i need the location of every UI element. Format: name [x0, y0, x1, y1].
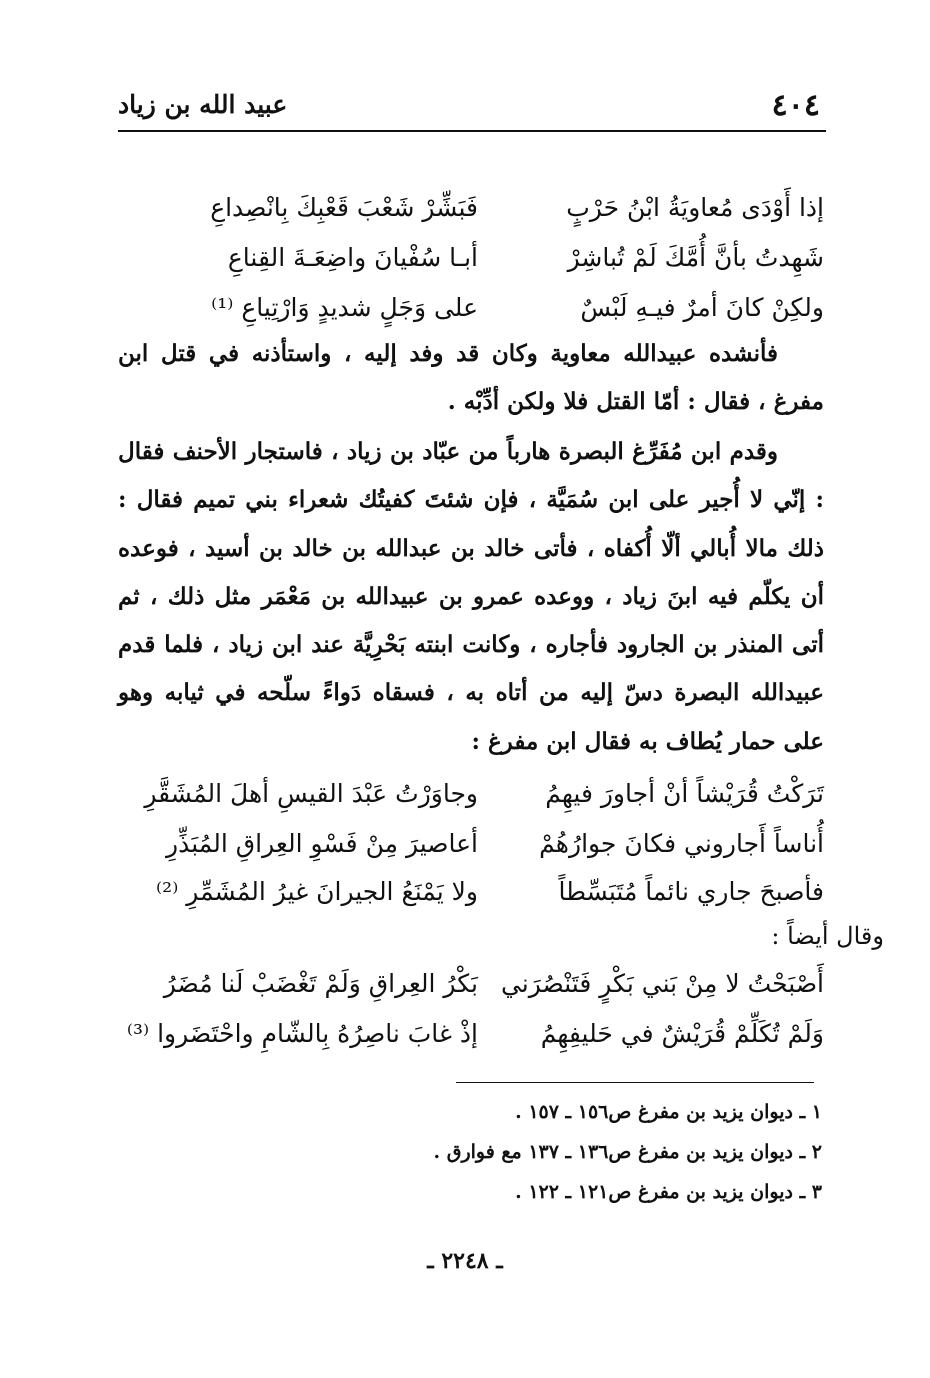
footnote-2: ٢ ـ ديوان يزيد بن مفرغ ص١٣٦ ـ ١٣٧ مع فوارق .	[433, 1141, 822, 1163]
bottom-page-number: ـ ٢٢٤٨ ـ	[427, 1248, 503, 1274]
poem3-verse-1	[118, 958, 824, 1010]
header-page-number: ٤٠٤	[771, 88, 820, 123]
hemistich-first: ولكِنْ كانَ أمرٌ فيـهِ لَبْسٌ	[580, 293, 824, 322]
paragraph-2: وقدم ابن مُفَرِّغ البصرة هارباً من عبّاد بن زياد ، فاستجار الأحنف فقال : إنّي لا أُجير على ابن سُمَيَّة ، فإن شئتَ كفيتُك شعراء بني تميم فقال : ذلك مالا أُبالي ألّا أُكفاه ، فأتى خالد بن عبدالله بن خالد بن أسيد ، فوعده أن يكلّم فيه ابنَ زياد ، ووعده عمرو بن عبيدالله بن مَعْمَر مثل ذلك ، ثم أتى المنذر بن الجارود فأجاره ، وكانت ابنته بَحْرِيَّة عند ابن زياد ، فلما قدم عبيدالله البصرة دسّ إليه من أتاه به ، فسقاه دَواءً سلّحه في ثيابه وهو على حمار يُطاف به فقال ابن مفرغ :	[118, 438, 824, 755]
poem1-verse-1	[118, 182, 824, 234]
hemistich-second: على وَجَلٍ شديدٍ وَارْتِياعِ ⁽¹⁾	[211, 293, 478, 322]
poem1-verse-3	[118, 282, 824, 334]
hemistich-first: شَهِدتُ بأنَّ أُمَّكَ لَمْ تُباشِرْ	[567, 243, 824, 272]
paragraph-1: فأنشده عبيدالله معاوية وكان قد وفد إليه ، واستأذنه في قتل ابن مفرغ ، فقال : أمّا القتل فلا ولكن أدِّبْه .	[118, 340, 824, 416]
hemistich-second: بَكْرُ العِراقِ وَلَمْ تَغْضَبْ لَنا مُضَرُ	[163, 969, 478, 998]
hemistich-second: أبـا سُفْيانَ واضِعَـةَ القِناعِ	[227, 243, 478, 272]
hemistich-first: أُناساً أَجاروني فكانَ جوارُهُمْ	[539, 829, 824, 858]
page-header	[118, 82, 820, 134]
footnote-rule	[456, 1082, 814, 1083]
header-rule	[118, 130, 826, 132]
hemistich-second: أعاصيرَ مِنْ فَسْوِ العِراقِ المُبَذِّرِ	[166, 829, 478, 858]
hemistich-second: إذْ غابَ ناصِرُهُ بِالشّامِ واحْتَضَروا ⁽³⁾	[126, 1019, 478, 1048]
poem2-verse-2	[118, 818, 824, 870]
hemistich-first: فأصبحَ جاري نائماً مُتَبَسِّطاً	[558, 877, 824, 906]
hemistich-first: وَلَمْ تُكَلِّمْ قُرَيْشٌ في حَليفِهِمُ	[540, 1019, 824, 1048]
header-title: عبيد الله بن زياد	[118, 90, 288, 119]
poem2-verse-3	[118, 866, 824, 918]
poem3-verse-2	[118, 1008, 824, 1060]
hemistich-first: تَرَكْتُ قُرَيْشاً أنْ أجاورَ فيهِمُ	[545, 779, 824, 808]
hemistich-second: فَبَشِّرْ شَعْبَ قَعْبِكَ بِانْصِداعِ	[210, 193, 478, 222]
poem1-verse-2	[118, 232, 824, 284]
hemistich-second: وجاوَرْتُ عَبْدَ القيسِ أهلَ المُشَقَّرِ	[144, 779, 478, 808]
hemistich-first: أَصْبَحْتُ لا مِنْ بَني بَكْرٍ فَتَنْصُرَني	[500, 969, 824, 998]
footnote-3: ٣ ـ ديوان يزيد بن مفرغ ص١٢١ ـ ١٢٢ .	[515, 1181, 822, 1203]
poem2-verse-1	[118, 768, 824, 820]
hemistich-second: ولا يَمْنَعُ الجيرانَ غيرُ المُشَمِّرِ ⁽²⁾	[156, 877, 478, 906]
footnote-1: ١ ـ ديوان يزيد بن مفرغ ص١٥٦ ـ ١٥٧ .	[515, 1101, 822, 1123]
hemistich-first: إذا أَوْدَى مُعاويَةُ ابْنُ حَرْبٍ	[566, 193, 824, 222]
qala-aydan-line: وقال أيضاً :	[771, 922, 884, 950]
